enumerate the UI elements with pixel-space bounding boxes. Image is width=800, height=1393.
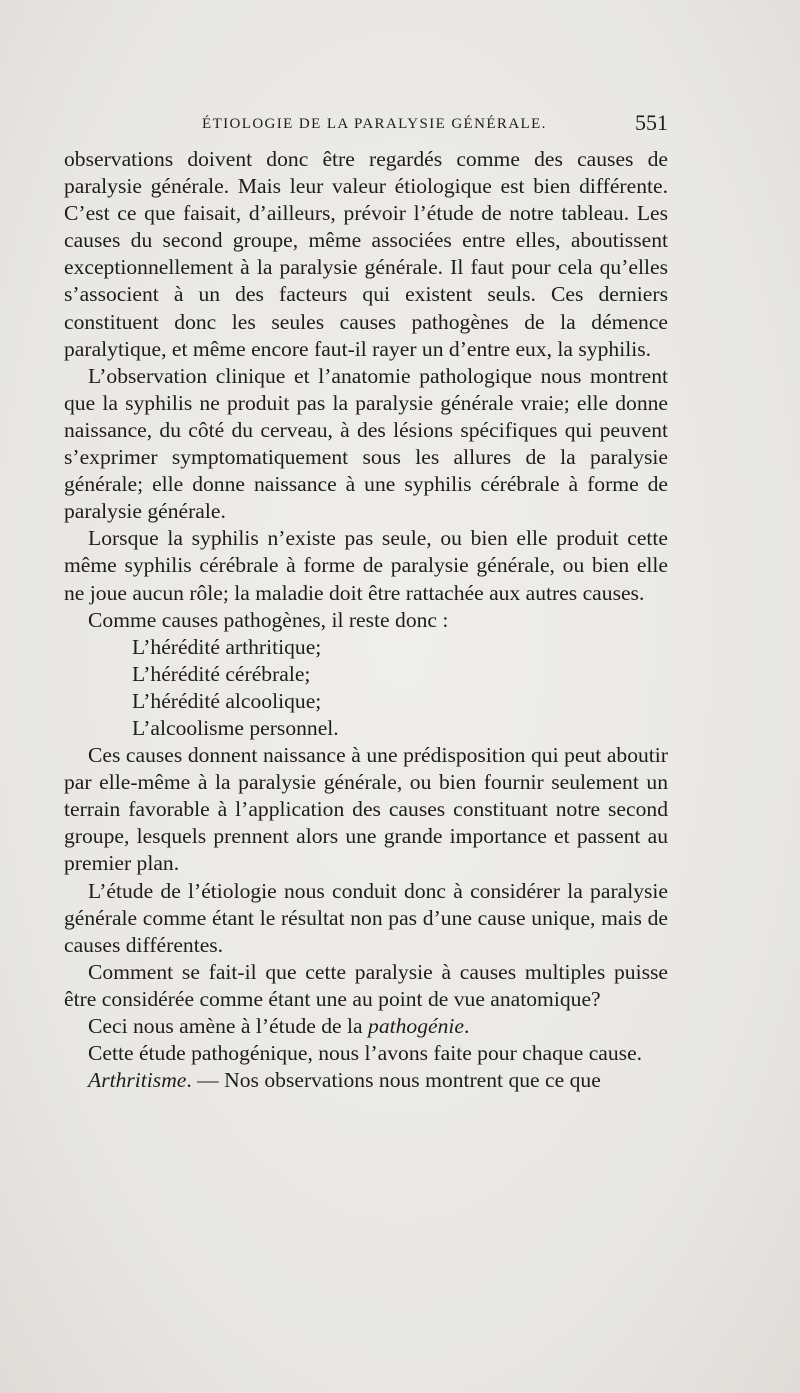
- section-heading-arthritisme: Arthritisme: [88, 1068, 187, 1093]
- paragraph-2: L’observation clinique et l’anatomie pathologique nous montrent que la syphilis ne produit pas la paralysie générale vraie; elle donne naissance, du côté du cerveau, à des lésions spécifiques qui peuvent s’exprimer symptomatiquement sous les allures de la paralysie générale; elle donne naissance à une syphilis cérébrale à forme de paralysie générale.: [64, 363, 668, 524]
- page-number: 551: [635, 110, 668, 135]
- paragraph-1: observations doivent donc être regardés comme des causes de paralysie générale. Mais leur valeur étiologique est bien différente. C’est ce que faisait, d’ailleurs, prévoir l’étude de notre tableau. Les causes du second groupe, même associées entre elles, aboutissent exceptionnellement à la paralysie générale. Il faut pour cela qu’elles s’associent à un des facteurs qui existent seuls. Ces derniers constituent donc les seules causes pathogènes de la démence paralytique, et même encore faut-il rayer un d’entre eux, la syphilis.: [64, 147, 668, 361]
- paragraph-7: Comment se fait-il que cette paralysie à causes multiples puisse être considérée comme étant une au point de vue anatomique?: [64, 959, 668, 1011]
- body-text: [64, 146, 668, 1094]
- running-title: ÉTIOLOGIE DE LA PARALYSIE GÉNÉRALE.: [202, 116, 547, 132]
- list-item: L’hérédité alcoolique;: [132, 688, 322, 713]
- list-item: L’alcoolisme personnel.: [132, 715, 339, 740]
- paragraph-10: [64, 1067, 668, 1094]
- paragraph-9: Cette étude pathogénique, nous l’avons faite pour chaque cause.: [88, 1041, 643, 1066]
- page-header: [64, 110, 670, 140]
- list-item: L’hérédité cérébrale;: [132, 661, 311, 686]
- paragraph-5: Ces causes donnent naissance à une prédisposition qui peut aboutir par elle-même à la paralysie générale, ou bien fournir seulement un terrain favorable à l’application des causes constituant notre second groupe, lesquels prennent alors une grande importance et passent au premier plan.: [64, 743, 668, 876]
- list-item: L’hérédité arthritique;: [132, 634, 322, 659]
- paragraph-3: Lorsque la syphilis n’existe pas seule, ou bien elle produit cette même syphilis cérébrale à forme de paralysie générale, ou bien elle ne joue aucun rôle; la maladie doit être rattachée aux autres causes.: [64, 526, 668, 605]
- paragraph-8: [64, 1013, 668, 1040]
- paragraph-4: Comme causes pathogènes, il reste donc :: [88, 607, 449, 632]
- paragraph-8-end: .: [463, 1014, 470, 1038]
- paragraph-8-text: Ceci nous amène à l’étude de la: [88, 1014, 369, 1038]
- pathogenie-term: pathogénie: [368, 1014, 464, 1038]
- paragraph-6: L’étude de l’étiologie nous conduit donc à considérer la paralysie générale comme étant le résultat non pas d’une cause unique, mais de causes différentes.: [64, 878, 668, 957]
- paragraph-10-text: . — Nos observations nous montrent que ce que: [186, 1068, 601, 1093]
